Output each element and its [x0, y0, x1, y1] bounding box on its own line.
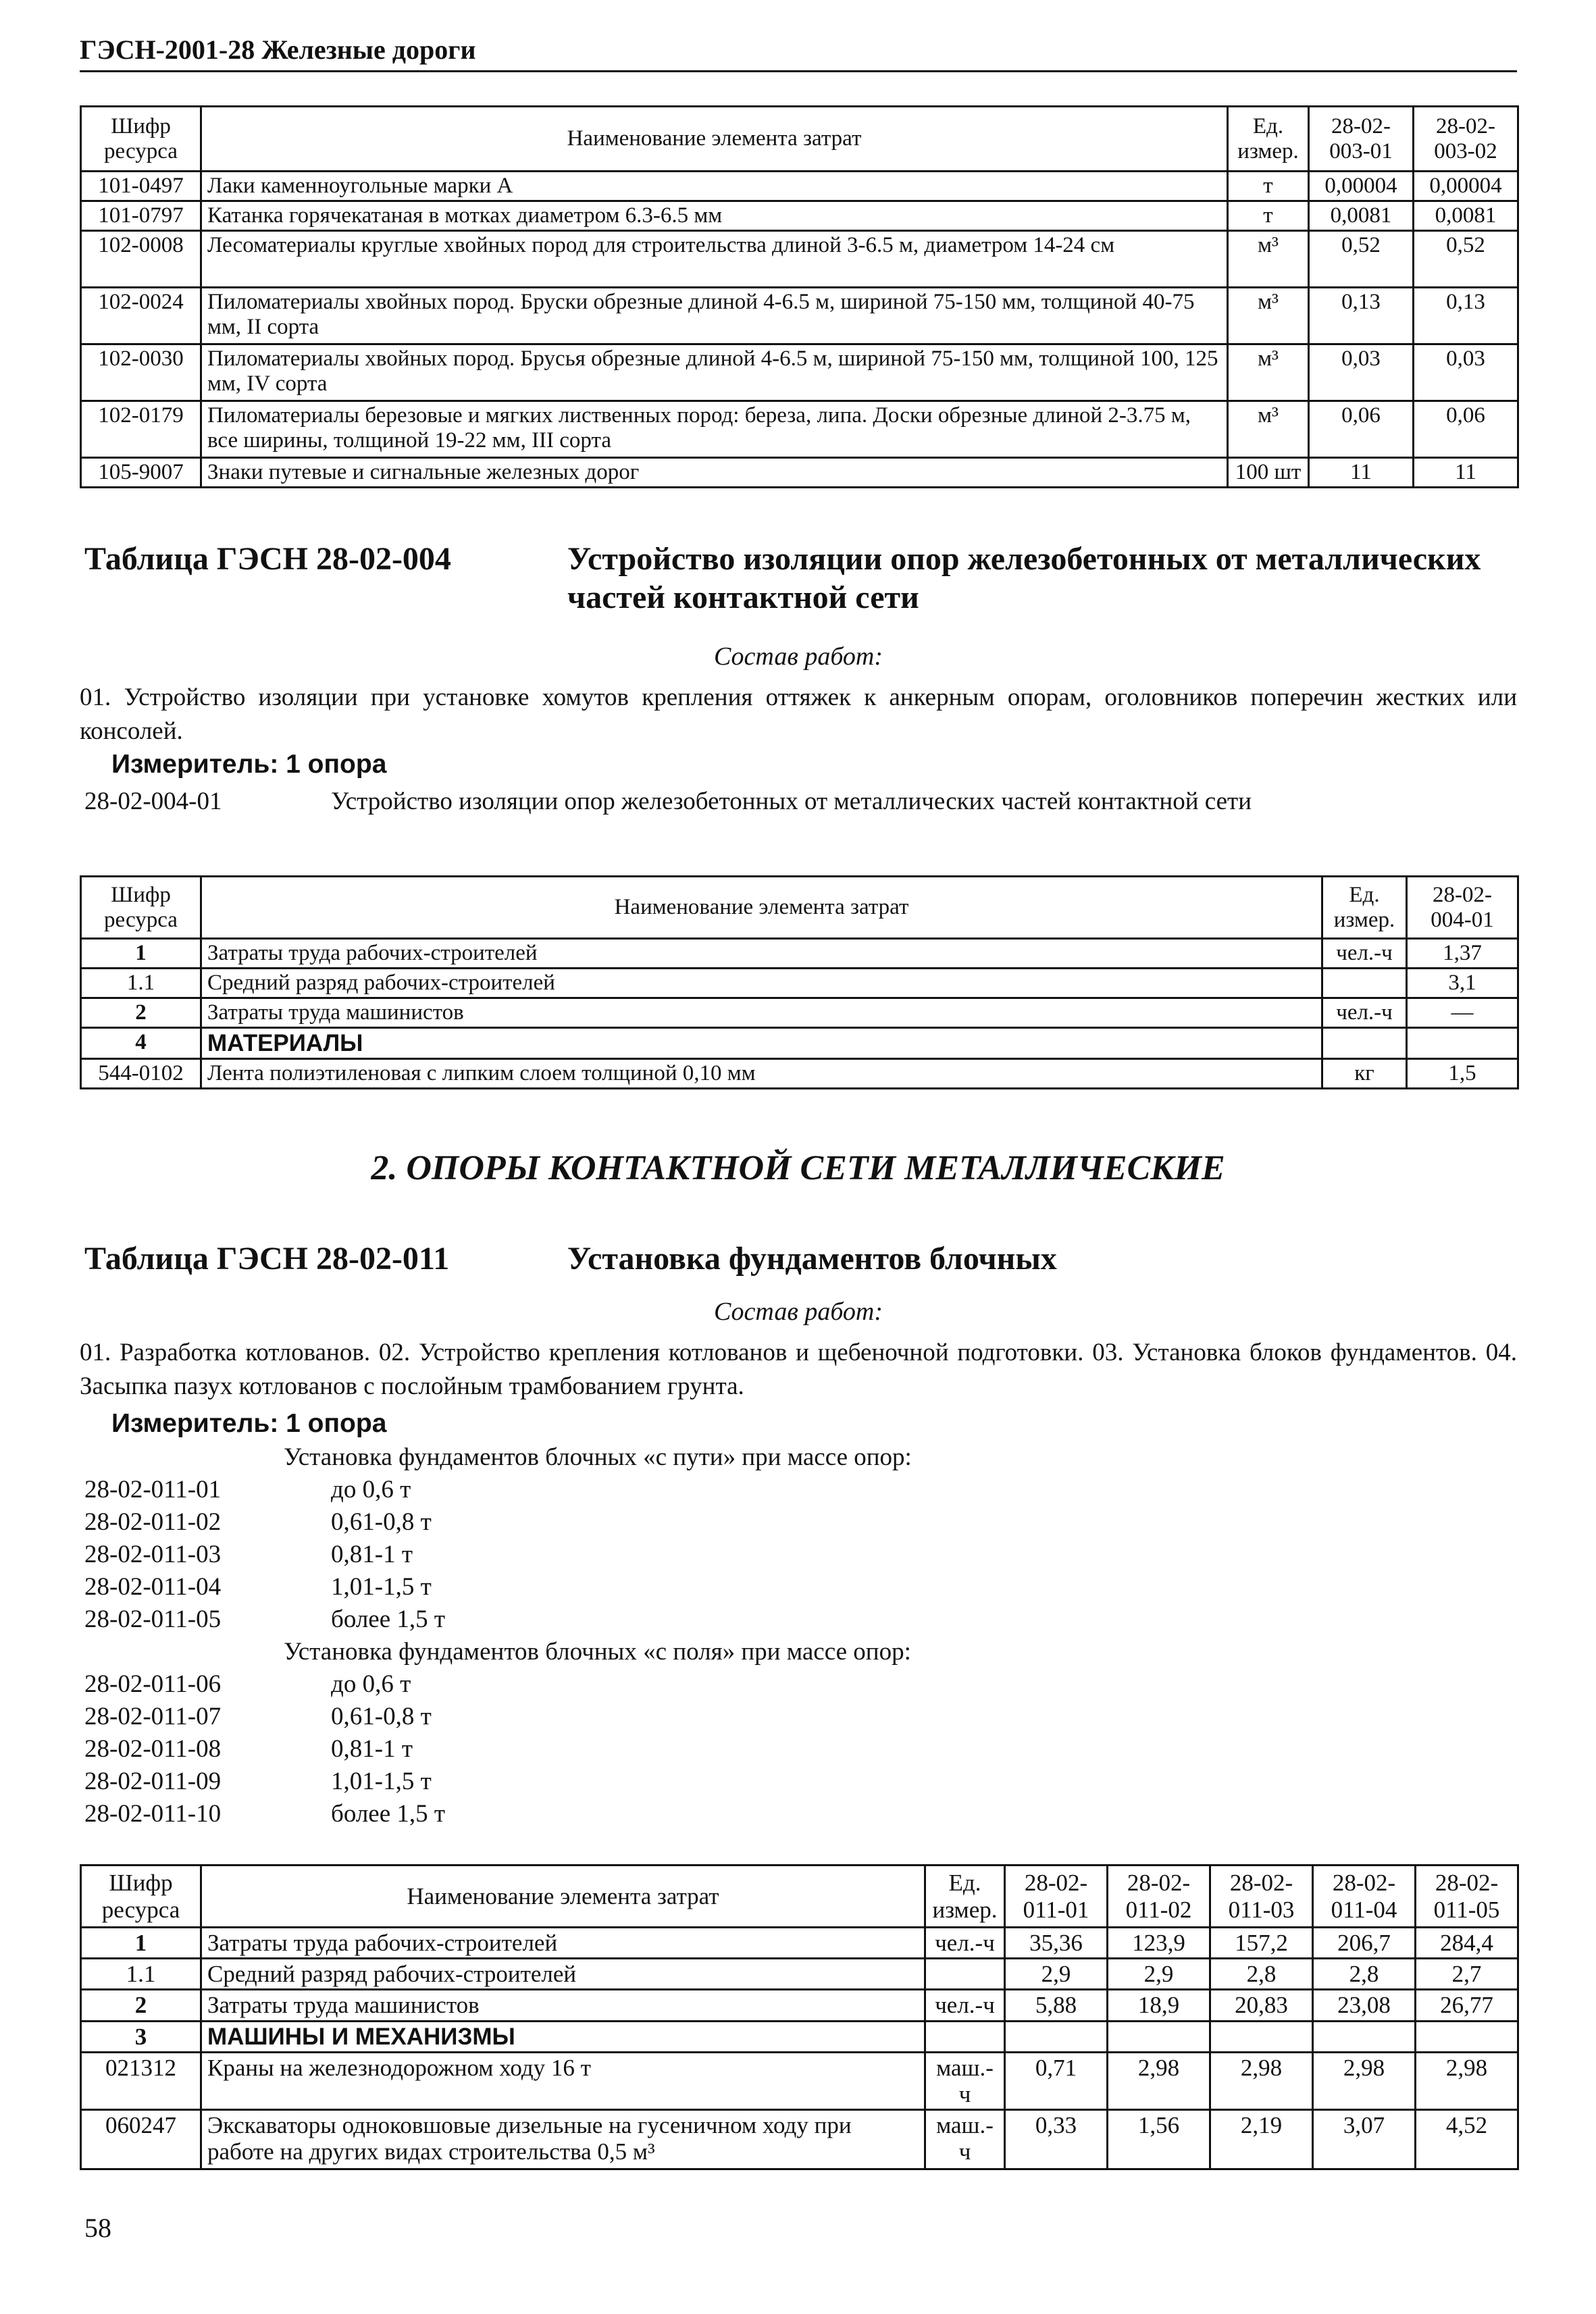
cell-value: 0,03 [1414, 344, 1518, 401]
cell-unit: 100 шт [1228, 457, 1309, 487]
table-row [81, 969, 1518, 998]
norm-code: 28-02-011-09 [84, 1768, 222, 1795]
table-row [81, 230, 1518, 287]
section-title: 2. ОПОРЫ КОНТАКТНОЙ СЕТИ МЕТАЛЛИЧЕСКИЕ [371, 1149, 1225, 1187]
cell-code: 021312 [81, 2052, 201, 2109]
cell-value: 2,98 [1210, 2052, 1313, 2109]
cell-value: 0,71 [1005, 2052, 1108, 2109]
table-section-row [81, 2021, 1518, 2052]
table-section-row [81, 1028, 1518, 1059]
cell-value: 4,52 [1416, 2110, 1518, 2169]
cell-value: 0,13 [1309, 287, 1414, 344]
norm-description: 1,01-1,5 т [331, 1768, 432, 1795]
table-title: Устройство изоляции опор железобетонных от металлических частей контактной сети [567, 541, 1481, 615]
cell-value: 0,06 [1414, 401, 1518, 457]
cell-value: 0,0081 [1414, 201, 1518, 230]
cell-code: 101-0797 [81, 201, 201, 230]
table-row [81, 172, 1518, 201]
table-28-02-003-resources [80, 105, 1519, 488]
composition-text: 01. Разработка котлованов. 02. Устройство крепления котлованов и щебеночной подготовки. 03. Установка блоков фундаментов. 04. Засыпка пазух котлованов с послойным трамбованием грунта. [80, 1339, 1517, 1400]
cell-code: 102-0030 [81, 344, 201, 401]
table-row [81, 1990, 1518, 2021]
table-header-row [81, 107, 1518, 172]
cell-unit: м³ [1228, 230, 1309, 287]
cell-value: 0,03 [1309, 344, 1414, 401]
table-label: Таблица ГЭСН 28-02-004 [84, 541, 451, 577]
norm-code: 28-02-011-02 [84, 1508, 222, 1536]
cell-value: 0,33 [1005, 2110, 1108, 2169]
cell-name: Пиломатериалы хвойных пород. Бруски обрезные длиной 4-6.5 м, шириной 75-150 мм, толщиной 40-75 мм, II сорта [201, 287, 1228, 344]
col-header-code: Шифр ресурса [81, 1866, 201, 1928]
norm-code: 28-02-004-01 [84, 788, 222, 815]
table-row [81, 401, 1518, 457]
cell-name: Затраты труда рабочих-строителей [201, 1928, 925, 1959]
cell-value: 2,9 [1005, 1959, 1108, 1990]
norm-code: 28-02-011-08 [84, 1735, 222, 1763]
norm-description: Устройство изоляции опор железобетонных от металлических частей контактной сети [331, 788, 1252, 815]
table-28-02-004-resources [80, 875, 1519, 1089]
col-header-unit: Ед. измер. [1322, 877, 1407, 939]
cell-value: 2,9 [1108, 1959, 1210, 1990]
cell-code: 4 [81, 1028, 201, 1059]
cell-value: 2,98 [1108, 2052, 1210, 2109]
table-row [81, 1928, 1518, 1959]
col-header-name: Наименование элемента затрат [201, 877, 1322, 939]
cell-value: 0,00004 [1309, 172, 1414, 201]
cell-value [1210, 2021, 1313, 2052]
norm-code: 28-02-011-10 [84, 1800, 222, 1828]
cell-name: Затраты труда машинистов [201, 998, 1322, 1028]
table-label: Таблица ГЭСН 28-02-011 [84, 1241, 450, 1277]
cell-name: Пиломатериалы хвойных пород. Брусья обрезные длиной 4-6.5 м, шириной 75-150 мм, толщиной 100, 125 мм, IV сорта [201, 344, 1228, 401]
norm-code: 28-02-011-01 [84, 1476, 222, 1503]
header-rule [80, 70, 1517, 72]
cell-value: 284,4 [1416, 1928, 1518, 1959]
cell-code: 105-9007 [81, 457, 201, 487]
cell-value: — [1407, 998, 1518, 1028]
cell-unit: т [1228, 201, 1309, 230]
col-header-v3: 28-02-011-03 [1210, 1866, 1313, 1928]
norm-code: 28-02-011-03 [84, 1541, 222, 1568]
norm-description: 0,61-0,8 т [331, 1508, 432, 1536]
cell-section-name: МАШИНЫ И МЕХАНИЗМЫ [201, 2021, 925, 2052]
cell-name: Знаки путевые и сигнальные железных дорог [201, 457, 1228, 487]
table-header-row [81, 877, 1518, 939]
table-row [81, 998, 1518, 1028]
cell-value [1416, 2021, 1518, 2052]
group-title-from-field: Установка фундаментов блочных «с поля» при массе опор: [284, 1638, 911, 1666]
cell-value: 35,36 [1005, 1928, 1108, 1959]
cell-code: 1 [81, 939, 201, 969]
composition-label: Состав работ: [713, 1297, 883, 1326]
cell-unit [1322, 969, 1407, 998]
cell-code: 102-0179 [81, 401, 201, 457]
col-header-v1: 28-02-003-01 [1309, 107, 1414, 172]
cell-value: 3,1 [1407, 969, 1518, 998]
cell-unit: м³ [1228, 401, 1309, 457]
cell-name: Краны на железнодорожном ходу 16 т [201, 2052, 925, 2109]
cell-section-name: МАТЕРИАЛЫ [201, 1028, 1322, 1059]
cell-value: 0,52 [1414, 230, 1518, 287]
cell-unit: т [1228, 172, 1309, 201]
table-row [81, 2052, 1518, 2109]
cell-value [1313, 2021, 1416, 2052]
cell-code: 2 [81, 1990, 201, 2021]
group-title-from-track: Установка фундаментов блочных «с пути» при массе опор: [284, 1443, 912, 1471]
cell-code: 102-0008 [81, 230, 201, 287]
table-row [81, 457, 1518, 487]
cell-code: 101-0497 [81, 172, 201, 201]
col-header-name: Наименование элемента затрат [201, 1866, 925, 1928]
cell-value: 0,52 [1309, 230, 1414, 287]
cell-name: Затраты труда машинистов [201, 1990, 925, 2021]
cell-unit: кг [1322, 1059, 1407, 1089]
col-header-v2: 28-02-011-02 [1108, 1866, 1210, 1928]
cell-unit [925, 1959, 1005, 1990]
cell-code: 3 [81, 2021, 201, 2052]
cell-unit: маш.-ч [925, 2110, 1005, 2169]
cell-value: 11 [1414, 457, 1518, 487]
measure-label: Измеритель: 1 опора [111, 1409, 387, 1438]
table-row [81, 287, 1518, 344]
table-row [81, 939, 1518, 969]
cell-value: 2,19 [1210, 2110, 1313, 2169]
cell-unit [925, 2021, 1005, 2052]
col-header-unit: Ед. измер. [925, 1866, 1005, 1928]
cell-value: 26,77 [1416, 1990, 1518, 2021]
cell-value: 157,2 [1210, 1928, 1313, 1959]
norm-description: более 1,5 т [331, 1605, 446, 1633]
table-title: Установка фундаментов блочных [567, 1241, 1057, 1277]
col-header-v1: 28-02-004-01 [1407, 877, 1518, 939]
table-row [81, 1059, 1518, 1089]
table-28-02-011-resources [80, 1864, 1519, 2170]
cell-value: 2,98 [1416, 2052, 1518, 2109]
cell-name: Катанка горячекатаная в мотках диаметром 6.3-6.5 мм [201, 201, 1228, 230]
cell-name: Лента полиэтиленовая с липким слоем толщиной 0,10 мм [201, 1059, 1322, 1089]
norm-description: до 0,6 т [331, 1476, 411, 1503]
col-header-v1: 28-02-011-01 [1005, 1866, 1108, 1928]
norm-code: 28-02-011-07 [84, 1703, 222, 1730]
cell-value: 2,8 [1210, 1959, 1313, 1990]
page-header: ГЭСН-2001-28 Железные дороги [80, 34, 476, 65]
cell-value: 5,88 [1005, 1990, 1108, 2021]
col-header-unit: Ед. измер. [1228, 107, 1309, 172]
cell-name: Лесоматериалы круглые хвойных пород для строительства длиной 3-6.5 м, диаметром 14-24 см [201, 230, 1228, 287]
col-header-v5: 28-02-011-05 [1416, 1866, 1518, 1928]
cell-value: 3,07 [1313, 2110, 1416, 2169]
cell-value: 0,0081 [1309, 201, 1414, 230]
cell-unit: чел.-ч [1322, 939, 1407, 969]
composition-label: Состав работ: [713, 642, 883, 671]
page-number: 58 [84, 2213, 111, 2243]
cell-value: 0,13 [1414, 287, 1518, 344]
table-row [81, 344, 1518, 401]
cell-value: 1,5 [1407, 1059, 1518, 1089]
cell-code: 2 [81, 998, 201, 1028]
cell-value: 20,83 [1210, 1990, 1313, 2021]
cell-value: 2,98 [1313, 2052, 1416, 2109]
cell-name: Экскаваторы одноковшовые дизельные на гусеничном ходу при работе на других видах строительства 0,5 м³ [201, 2110, 925, 2169]
norm-code: 28-02-011-06 [84, 1670, 222, 1698]
cell-unit: маш.-ч [925, 2052, 1005, 2109]
table-row [81, 1959, 1518, 1990]
cell-code: 102-0024 [81, 287, 201, 344]
cell-value: 0,00004 [1414, 172, 1518, 201]
norm-description: до 0,6 т [331, 1670, 411, 1698]
cell-name: Пиломатериалы березовые и мягких лиственных пород: береза, липа. Доски обрезные длиной 2-3.75 м, все ширины, толщиной 19-22 мм, III сорта [201, 401, 1228, 457]
col-header-code: Шифр ресурса [81, 877, 201, 939]
cell-unit: м³ [1228, 344, 1309, 401]
cell-unit: м³ [1228, 287, 1309, 344]
cell-unit [1322, 1028, 1407, 1059]
cell-value: 206,7 [1313, 1928, 1416, 1959]
cell-unit: чел.-ч [1322, 998, 1407, 1028]
table-header-row [81, 1866, 1518, 1928]
cell-name: Средний разряд рабочих-строителей [201, 969, 1322, 998]
cell-unit: чел.-ч [925, 1990, 1005, 2021]
cell-code: 1.1 [81, 969, 201, 998]
measure-label: Измеритель: 1 опора [111, 750, 387, 779]
cell-value [1005, 2021, 1108, 2052]
cell-value: 11 [1309, 457, 1414, 487]
cell-code: 1.1 [81, 1959, 201, 1990]
cell-value: 18,9 [1108, 1990, 1210, 2021]
col-header-v4: 28-02-011-04 [1313, 1866, 1416, 1928]
cell-value: 123,9 [1108, 1928, 1210, 1959]
cell-value: 2,7 [1416, 1959, 1518, 1990]
table-row [81, 2110, 1518, 2169]
cell-value: 23,08 [1313, 1990, 1416, 2021]
cell-unit: чел.-ч [925, 1928, 1005, 1959]
cell-code: 544-0102 [81, 1059, 201, 1089]
cell-value: 1,37 [1407, 939, 1518, 969]
col-header-v2: 28-02-003-02 [1414, 107, 1518, 172]
norm-description: 0,81-1 т [331, 1541, 413, 1568]
cell-name: Лаки каменноугольные марки А [201, 172, 1228, 201]
cell-value [1407, 1028, 1518, 1059]
composition-text: 01. Устройство изоляции при установке хомутов крепления оттяжек к анкерным опорам, оголовников поперечин жестких или консолей. [80, 684, 1517, 745]
cell-code: 060247 [81, 2110, 201, 2169]
table-row [81, 201, 1518, 230]
cell-value [1108, 2021, 1210, 2052]
col-header-name: Наименование элемента затрат [201, 107, 1228, 172]
norm-description: 1,01-1,5 т [331, 1573, 432, 1601]
cell-value: 1,56 [1108, 2110, 1210, 2169]
norm-code: 28-02-011-05 [84, 1605, 222, 1633]
cell-value: 0,06 [1309, 401, 1414, 457]
col-header-code: Шифр ресурса [81, 107, 201, 172]
cell-code: 1 [81, 1928, 201, 1959]
norm-description: 0,61-0,8 т [331, 1703, 432, 1730]
cell-value: 2,8 [1313, 1959, 1416, 1990]
norm-description: более 1,5 т [331, 1800, 446, 1828]
norm-description: 0,81-1 т [331, 1735, 413, 1763]
cell-name: Средний разряд рабочих-строителей [201, 1959, 925, 1990]
cell-name: Затраты труда рабочих-строителей [201, 939, 1322, 969]
norm-code: 28-02-011-04 [84, 1573, 222, 1601]
